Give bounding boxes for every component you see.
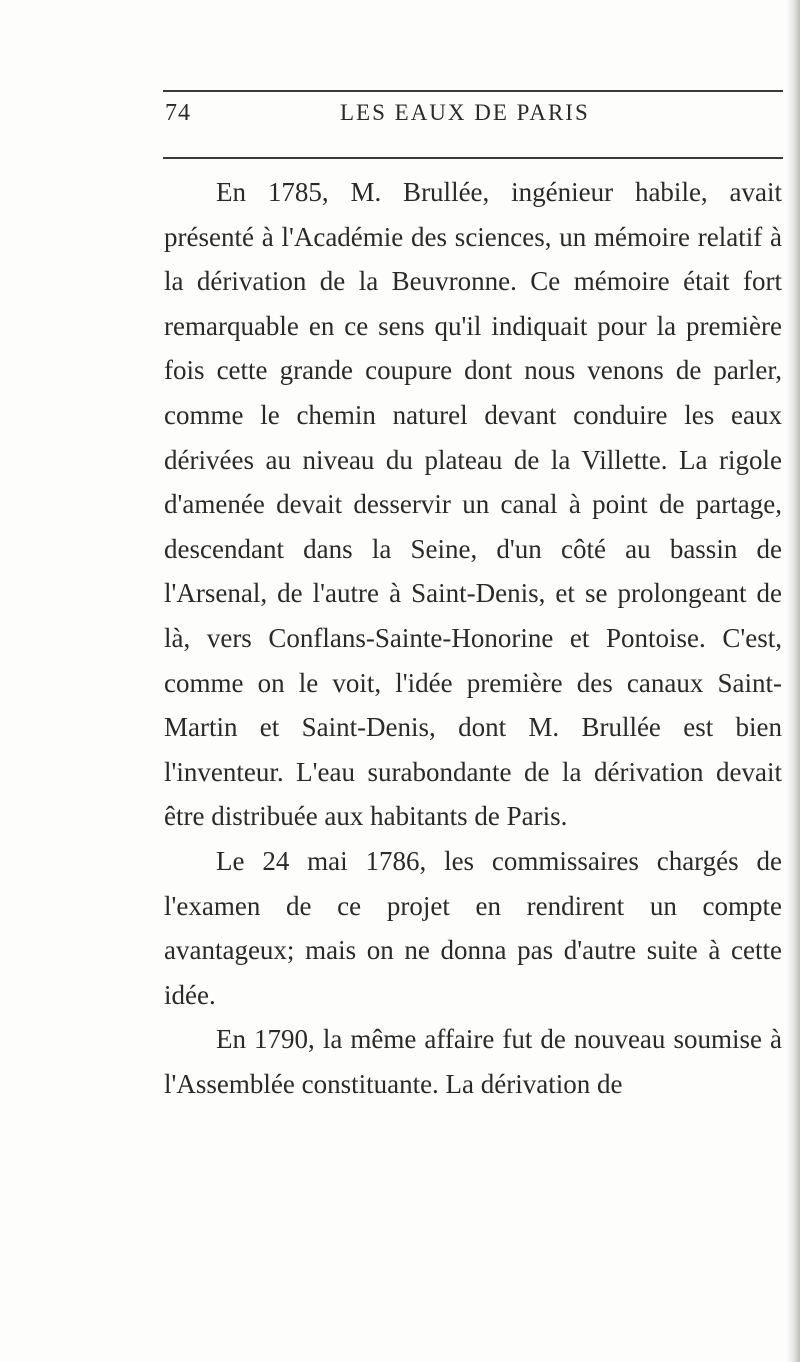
header-rule-top (163, 90, 783, 92)
page-edge-shadow (786, 0, 800, 1362)
running-title: LES EAUX DE PARIS (340, 100, 590, 125)
paragraph-3: En 1790, la même affaire fut de nouveau soumise à l'Assemblée constituante. La dérivation de (164, 1024, 782, 1099)
paragraph-1: En 1785, M. Brullée, ingénieur habile, avait présenté à l'Académie des sciences, un mémoire relatif à la dérivation de la Beuvronne. Ce mémoire était fort remarquable en ce sens qu'il indiquait pour la première fois cette grande coupure dont nous venons de parler, comme le chemin naturel devant conduire les eaux dérivées au niveau du plateau de la Villette. La rigole d'amenée devait desservir un canal à point de partage, descendant dans la Seine, d'un côté au bassin de l'Arsenal, de l'autre à Saint-Denis, et se prolongeant de là, vers Conflans-Sainte-Honorine et Pontoise. C'est, comme on le voit, l'idée première des canaux Saint-Martin et Saint-Denis, dont M. Brullée est bien l'inventeur. L'eau surabondante de la dérivation devait être distribuée aux habitants de Paris. (164, 177, 782, 832)
paragraph-2: Le 24 mai 1786, les commissaires chargés de l'examen de ce projet en rendirent un compte avantageux; mais on ne donna pas d'autre suite à cette idée. (164, 845, 782, 1010)
body-text (164, 170, 782, 1106)
page-number: 74 (165, 100, 191, 126)
header-rule-bottom (163, 157, 783, 159)
